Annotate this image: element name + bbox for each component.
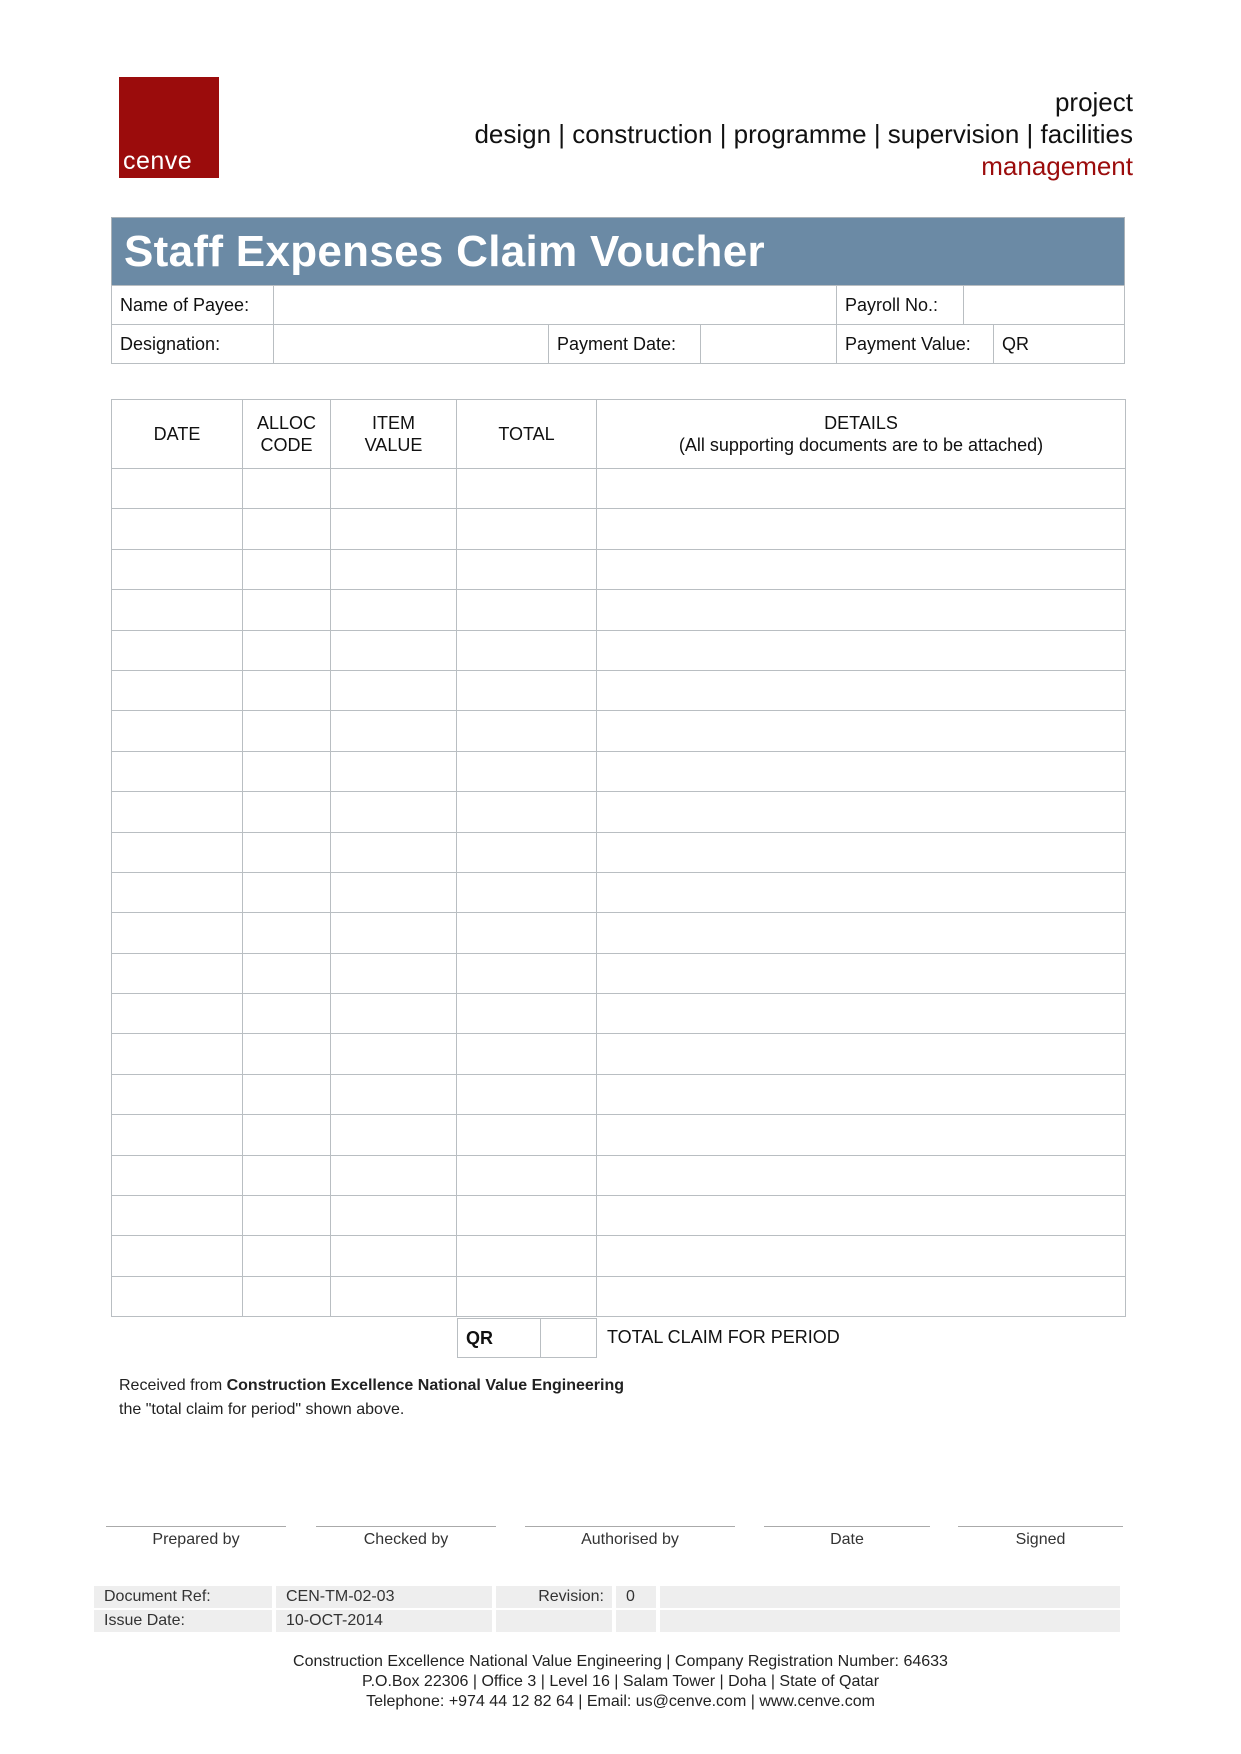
cell-date[interactable] [112,469,243,509]
column-header-details-text: DETAILS (All supporting documents are to be attached) [678,413,1044,455]
footer-line-1: Construction Excellence National Value Engineering | Company Registration Number: 64633 [293,1653,948,1670]
cell-total[interactable] [457,1196,597,1236]
cell-total[interactable] [457,1236,597,1276]
cell-item-value[interactable] [331,469,457,509]
cell-total[interactable] [457,792,597,832]
table-header-row [112,400,1126,469]
cell-details[interactable] [597,630,1126,670]
cell-alloc-code[interactable] [243,549,331,589]
payment-value-field[interactable]: QR [993,324,1125,364]
cell-total[interactable] [457,994,597,1034]
table-row [112,1276,1126,1316]
cell-total[interactable] [457,670,597,710]
expenses-table [111,399,1126,1317]
cell-item-value[interactable] [331,953,457,993]
tagline-line-1: project [1054,87,1133,117]
cell-alloc-code[interactable] [243,994,331,1034]
table-row [112,549,1126,589]
cell-total[interactable] [457,751,597,791]
cell-alloc-code[interactable] [243,469,331,509]
issue-date-label: Issue Date: [94,1610,272,1632]
document-ref-spacer [660,1586,1120,1608]
cell-details[interactable] [597,670,1126,710]
cell-total[interactable] [457,1276,597,1316]
name-of-payee-field[interactable] [273,285,837,325]
title-banner [111,217,1125,286]
column-header-details [597,400,1126,469]
table-row [112,994,1126,1034]
tagline [474,86,1133,182]
signature-date: Date [764,1526,930,1549]
cell-alloc-code[interactable] [243,1034,331,1074]
cell-alloc-code[interactable] [243,1236,331,1276]
tagline-line-2: design | construction | programme | supervision | facilities [474,119,1133,149]
footer-line-2: P.O.Box 22306 | Office 3 | Level 16 | Salam Tower | Doha | State of Qatar [361,1673,880,1690]
tagline-line-3: management [981,151,1133,181]
signature-prepared-by: Prepared by [106,1526,286,1549]
cell-details[interactable] [597,792,1126,832]
cell-item-value[interactable] [331,832,457,872]
received-line-2: the "total claim for period" shown above. [119,1401,405,1418]
cell-details[interactable] [597,711,1126,751]
payment-date-field[interactable] [700,324,837,364]
signature-signed: Signed [958,1526,1123,1549]
cell-details[interactable] [597,1155,1126,1195]
company-logo [119,77,219,178]
cell-date[interactable] [112,1236,243,1276]
cell-total[interactable] [457,1115,597,1155]
cell-date[interactable] [112,711,243,751]
table-row [112,872,1126,912]
issue-date-spacer-2 [616,1610,656,1632]
cell-details[interactable] [597,590,1126,630]
column-header-item-value-text: ITEM VALUE [364,413,423,455]
column-header-alloc-code [243,400,331,469]
cell-date[interactable] [112,994,243,1034]
cell-alloc-code[interactable] [243,1074,331,1114]
table-row [112,792,1126,832]
cell-item-value[interactable] [331,872,457,912]
cell-total[interactable] [457,630,597,670]
cell-total[interactable] [457,872,597,912]
issue-date-value: 10-OCT-2014 [276,1610,492,1632]
document-ref-label: Document Ref: [94,1586,272,1608]
document-ref-value: CEN-TM-02-03 [276,1586,492,1608]
received-company: Construction Excellence National Value Engineering [226,1377,625,1394]
table-row [112,913,1126,953]
cell-item-value[interactable] [331,590,457,630]
cell-alloc-code[interactable] [243,509,331,549]
issue-date-spacer-3 [660,1610,1120,1632]
total-currency-cell: QR [457,1318,541,1358]
cell-alloc-code[interactable] [243,590,331,630]
table-row [112,1074,1126,1114]
name-of-payee-label: Name of Payee: [111,285,274,325]
table-row [112,630,1126,670]
cell-item-value[interactable] [331,751,457,791]
cell-alloc-code[interactable] [243,1155,331,1195]
revision-value: 0 [616,1586,656,1608]
signature-authorised-by: Authorised by [525,1526,735,1549]
cell-date[interactable] [112,913,243,953]
cell-total[interactable] [457,549,597,589]
cell-item-value[interactable] [331,509,457,549]
cell-item-value[interactable] [331,1196,457,1236]
footer-line-3: Telephone: +974 44 12 82 64 | Email: us@cenve.com | www.cenve.com [366,1693,875,1710]
cell-date[interactable] [112,1074,243,1114]
cell-date[interactable] [112,832,243,872]
cell-alloc-code[interactable] [243,792,331,832]
issue-date-spacer-1 [496,1610,612,1632]
table-row [112,1034,1126,1074]
payment-date-label: Payment Date: [548,324,701,364]
cell-date[interactable] [112,751,243,791]
table-row [112,509,1126,549]
cell-date[interactable] [112,549,243,589]
column-header-item-value [331,400,457,469]
cell-item-value[interactable] [331,1115,457,1155]
cell-total[interactable] [457,1074,597,1114]
cell-details[interactable] [597,953,1126,993]
table-row [112,469,1126,509]
cell-total[interactable] [457,509,597,549]
cell-details[interactable] [597,994,1126,1034]
cell-alloc-code[interactable] [243,1196,331,1236]
cell-date[interactable] [112,670,243,710]
logo-text: cenve [123,147,193,175]
cell-date[interactable] [112,1034,243,1074]
cell-date[interactable] [112,1196,243,1236]
table-row [112,711,1126,751]
cell-item-value[interactable] [331,630,457,670]
cell-details[interactable] [597,872,1126,912]
cell-item-value[interactable] [331,549,457,589]
cell-date[interactable] [112,1115,243,1155]
cell-alloc-code[interactable] [243,832,331,872]
column-header-alloc-code-text: ALLOC CODE [256,413,317,455]
cell-total[interactable] [457,913,597,953]
column-header-total-text: TOTAL [498,424,555,444]
cell-date[interactable] [112,590,243,630]
cell-total[interactable] [457,711,597,751]
table-row [112,1155,1126,1195]
table-row [112,670,1126,710]
cell-date[interactable] [112,953,243,993]
column-header-date-text: DATE [153,424,201,444]
table-row [112,832,1126,872]
table-row [112,751,1126,791]
cell-date[interactable] [112,872,243,912]
received-prefix: Received from [119,1377,227,1394]
cell-item-value[interactable] [331,1236,457,1276]
table-row [112,1236,1126,1276]
cell-alloc-code[interactable] [243,751,331,791]
table-row [112,1115,1126,1155]
cell-total[interactable] [457,1155,597,1195]
cell-item-value[interactable] [331,1155,457,1195]
cell-item-value[interactable] [331,1276,457,1316]
cell-details[interactable] [597,1034,1126,1074]
column-header-date [112,400,243,469]
column-header-total [457,400,597,469]
cell-item-value[interactable] [331,1074,457,1114]
cell-date[interactable] [112,1155,243,1195]
cell-date[interactable] [112,630,243,670]
cell-details[interactable] [597,509,1126,549]
cell-alloc-code[interactable] [243,872,331,912]
cell-item-value[interactable] [331,994,457,1034]
cell-details[interactable] [597,1276,1126,1316]
cell-date[interactable] [112,792,243,832]
cell-item-value[interactable] [331,792,457,832]
cell-item-value[interactable] [331,1034,457,1074]
table-row [112,1196,1126,1236]
expenses-table-body [112,469,1126,1317]
cell-details[interactable] [597,751,1126,791]
page-title: Staff Expenses Claim Voucher [124,227,765,276]
cell-item-value[interactable] [331,711,457,751]
cell-date[interactable] [112,509,243,549]
cell-total[interactable] [457,590,597,630]
total-claim-label: TOTAL CLAIM FOR PERIOD [607,1327,840,1347]
cell-total[interactable] [457,953,597,993]
cell-alloc-code[interactable] [243,1115,331,1155]
payment-value-label: Payment Value: [836,324,994,364]
cell-total[interactable] [457,469,597,509]
cell-total[interactable] [457,832,597,872]
cell-alloc-code[interactable] [243,1276,331,1316]
signature-checked-by: Checked by [316,1526,496,1549]
cell-details[interactable] [597,913,1126,953]
cell-alloc-code[interactable] [243,670,331,710]
revision-label: Revision: [496,1586,612,1608]
cell-details[interactable] [597,832,1126,872]
cell-details[interactable] [597,1115,1126,1155]
cell-details[interactable] [597,1236,1126,1276]
cell-alloc-code[interactable] [243,630,331,670]
cell-details[interactable] [597,1196,1126,1236]
payroll-no-label: Payroll No.: [836,285,964,325]
cell-item-value[interactable] [331,913,457,953]
cell-item-value[interactable] [331,670,457,710]
cell-details[interactable] [597,549,1126,589]
cell-details[interactable] [597,469,1126,509]
payroll-no-field[interactable] [963,285,1125,325]
designation-label: Designation: [111,324,274,364]
table-row [112,590,1126,630]
cell-date[interactable] [112,1276,243,1316]
designation-field[interactable] [273,324,549,364]
cell-alloc-code[interactable] [243,913,331,953]
footer [0,1652,1241,1712]
table-row [112,953,1126,993]
total-amount-field[interactable] [540,1318,597,1358]
received-statement [119,1374,624,1422]
cell-alloc-code[interactable] [243,711,331,751]
cell-total[interactable] [457,1034,597,1074]
cell-alloc-code[interactable] [243,953,331,993]
cell-details[interactable] [597,1074,1126,1114]
